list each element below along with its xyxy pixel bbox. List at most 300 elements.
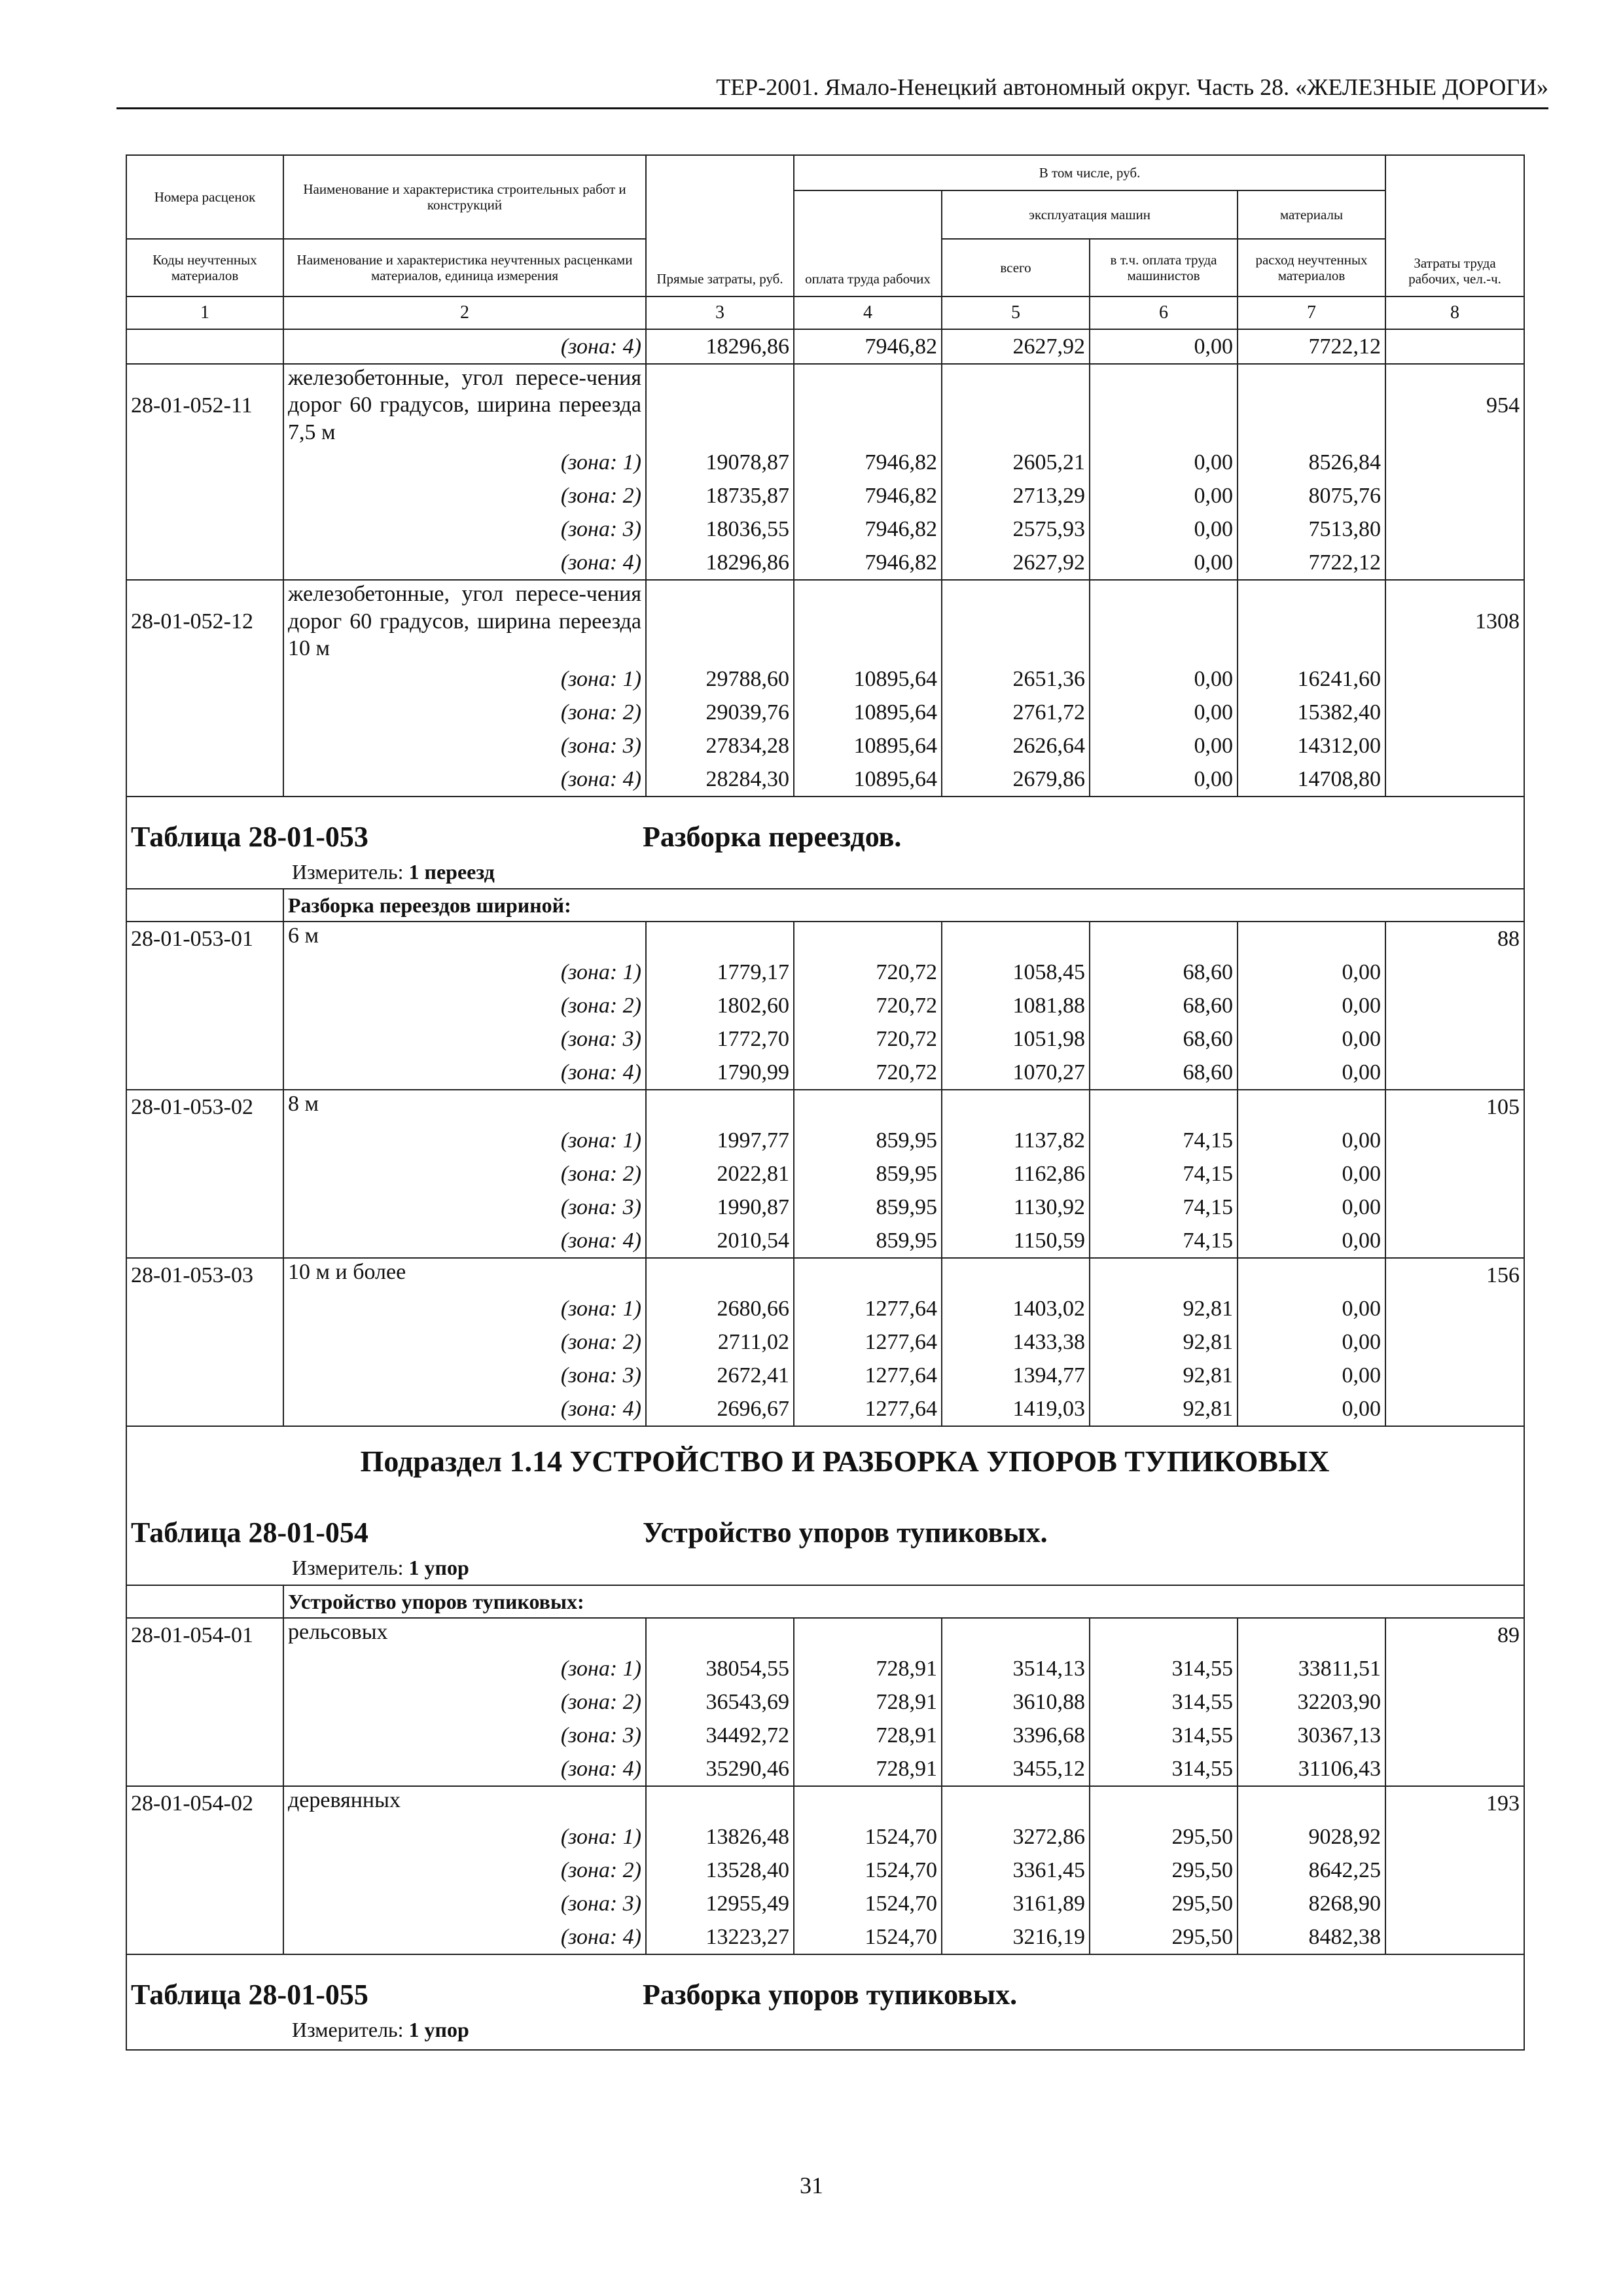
value-cell: 295,50 [1090, 1820, 1238, 1854]
rate-name: 8 м [283, 1090, 646, 1124]
code-cell [126, 546, 283, 580]
value-cell: 32203,90 [1238, 1685, 1385, 1719]
labor-cell [1385, 696, 1524, 729]
zone-label: (зона: 2) [283, 479, 646, 512]
labor-cell [1385, 1652, 1524, 1685]
value-cell: 1051,98 [942, 1022, 1090, 1056]
value-cell: 8642,25 [1238, 1854, 1385, 1887]
value-cell: 38054,55 [646, 1652, 794, 1685]
rate-name: железобетонные, угол пересе-чения дорог 60 градусов, ширина переезда 10 м [283, 580, 646, 662]
zone-row [126, 1920, 1524, 1954]
col-number: 4 [794, 296, 942, 329]
value-cell [942, 1618, 1090, 1652]
table-number: Таблица 28-01-053 [131, 820, 368, 853]
table-row [126, 1786, 1524, 1820]
zone-label: (зона: 1) [283, 1292, 646, 1325]
zone-row [126, 446, 1524, 479]
zone-label: (зона: 4) [283, 1392, 646, 1426]
rate-code: 28-01-053-03 [126, 1258, 283, 1292]
labor-cell [1385, 1022, 1524, 1056]
labor-cell [1385, 1124, 1524, 1157]
labor-cell [1385, 512, 1524, 546]
value-cell: 1070,27 [942, 1056, 1090, 1090]
zone-row [126, 1652, 1524, 1685]
value-cell: 720,72 [794, 989, 942, 1022]
rate-name: рельсовых [283, 1618, 646, 1652]
value-cell [1238, 364, 1385, 446]
value-cell: 0,00 [1090, 729, 1238, 762]
zone-label: (зона: 3) [283, 729, 646, 762]
value-cell [794, 580, 942, 662]
table-row [126, 1258, 1524, 1292]
code-cell [126, 1854, 283, 1887]
measure-label: Измеритель: [292, 1556, 404, 1580]
value-cell: 7722,12 [1238, 329, 1385, 364]
value-cell: 1277,64 [794, 1359, 942, 1392]
value-cell: 295,50 [1090, 1887, 1238, 1920]
code-cell [126, 729, 283, 762]
value-cell: 13223,27 [646, 1920, 794, 1954]
value-cell: 2022,81 [646, 1157, 794, 1191]
table-row [126, 364, 1524, 446]
labor-cell [1385, 1292, 1524, 1325]
value-cell [794, 1786, 942, 1820]
zone-label: (зона: 4) [283, 1224, 646, 1258]
value-cell [646, 922, 794, 956]
code-cell [126, 662, 283, 696]
value-cell: 9028,92 [1238, 1820, 1385, 1854]
labor-cell [1385, 1191, 1524, 1224]
labor-cell [1385, 762, 1524, 797]
value-cell: 1277,64 [794, 1292, 942, 1325]
value-cell: 0,00 [1090, 762, 1238, 797]
value-cell [1238, 580, 1385, 662]
zone-row [126, 1392, 1524, 1426]
value-cell: 2651,36 [942, 662, 1090, 696]
value-cell: 29788,60 [646, 662, 794, 696]
value-cell: 720,72 [794, 1056, 942, 1090]
zone-row [126, 329, 1524, 364]
labor-value: 1308 [1385, 580, 1524, 662]
zone-label: (зона: 1) [283, 1124, 646, 1157]
labor-cell [1385, 546, 1524, 580]
table-heading-cell [126, 1954, 1524, 2050]
zone-label: (зона: 2) [283, 1157, 646, 1191]
table-heading-cell [126, 797, 1524, 889]
value-cell: 2626,64 [942, 729, 1090, 762]
value-cell: 0,00 [1238, 1157, 1385, 1191]
value-cell: 0,00 [1238, 1359, 1385, 1392]
table-title: Разборка переездов. [643, 820, 902, 853]
col5-header: всего [942, 239, 1090, 296]
zone-label: (зона: 3) [283, 1719, 646, 1752]
value-cell [1238, 922, 1385, 956]
zone-label: (зона: 1) [283, 956, 646, 989]
value-cell: 0,00 [1238, 1056, 1385, 1090]
value-cell [794, 1618, 942, 1652]
code-cell [126, 479, 283, 512]
zone-row [126, 1887, 1524, 1920]
code-cell [126, 1652, 283, 1685]
table-number: Таблица 28-01-055 [131, 1979, 368, 2011]
value-cell: 295,50 [1090, 1920, 1238, 1954]
value-cell [942, 1090, 1090, 1124]
value-cell [1238, 1090, 1385, 1124]
value-cell: 0,00 [1238, 1224, 1385, 1258]
value-cell: 728,91 [794, 1652, 942, 1685]
value-cell: 1081,88 [942, 989, 1090, 1022]
zone-row [126, 1854, 1524, 1887]
value-cell: 0,00 [1238, 956, 1385, 989]
zone-label: (зона: 2) [283, 1685, 646, 1719]
value-cell: 7946,82 [794, 329, 942, 364]
zone-row [126, 1685, 1524, 1719]
value-cell: 10895,64 [794, 662, 942, 696]
value-cell: 728,91 [794, 1752, 942, 1786]
col6-header: в т.ч. оплата труда машинистов [1090, 239, 1238, 296]
value-cell [646, 364, 794, 446]
col-number: 7 [1238, 296, 1385, 329]
value-cell: 0,00 [1090, 512, 1238, 546]
value-cell: 12955,49 [646, 1887, 794, 1920]
labor-cell [1385, 329, 1524, 364]
table-heading [126, 1954, 1524, 2050]
rate-name: 6 м [283, 922, 646, 956]
value-cell: 0,00 [1090, 696, 1238, 729]
value-cell [1238, 1258, 1385, 1292]
col2-top-header: Наименование и характеристика строительных работ и конструкций [283, 155, 646, 239]
labor-value: 193 [1385, 1786, 1524, 1820]
col-number: 3 [646, 296, 794, 329]
value-cell: 1394,77 [942, 1359, 1090, 1392]
value-cell: 3272,86 [942, 1820, 1090, 1854]
zone-row [126, 696, 1524, 729]
value-cell: 8268,90 [1238, 1887, 1385, 1920]
value-cell: 8482,38 [1238, 1920, 1385, 1954]
value-cell: 2627,92 [942, 329, 1090, 364]
value-cell [1090, 922, 1238, 956]
value-cell [646, 1618, 794, 1652]
rate-name: железобетонные, угол пересе-чения дорог 60 градусов, ширина переезда 7,5 м [283, 364, 646, 446]
value-cell: 314,55 [1090, 1752, 1238, 1786]
value-cell: 68,60 [1090, 956, 1238, 989]
value-cell: 68,60 [1090, 1056, 1238, 1090]
value-cell [1238, 1786, 1385, 1820]
labor-cell [1385, 1820, 1524, 1854]
labor-value: 156 [1385, 1258, 1524, 1292]
col3-header: Прямые затраты, руб. [646, 155, 794, 296]
code-cell [126, 1157, 283, 1191]
value-cell: 13528,40 [646, 1854, 794, 1887]
rate-code: 28-01-053-02 [126, 1090, 283, 1124]
col1-bottom-header: Коды неучтенных материалов [126, 239, 283, 296]
group-row [126, 889, 1524, 922]
code-cell [126, 1820, 283, 1854]
col1-top-header: Номера расценок [126, 155, 283, 239]
zone-row [126, 1056, 1524, 1090]
rate-code: 28-01-052-12 [126, 580, 283, 662]
value-cell: 92,81 [1090, 1392, 1238, 1426]
labor-cell [1385, 1056, 1524, 1090]
value-cell [942, 580, 1090, 662]
incl-header: В том числе, руб. [794, 155, 1385, 190]
col-number: 5 [942, 296, 1090, 329]
value-cell [1090, 1786, 1238, 1820]
value-cell: 0,00 [1238, 1392, 1385, 1426]
value-cell: 0,00 [1238, 1325, 1385, 1359]
subsection-heading [126, 1426, 1524, 1585]
zone-row [126, 546, 1524, 580]
value-cell: 2761,72 [942, 696, 1090, 729]
value-cell: 1772,70 [646, 1022, 794, 1056]
labor-cell [1385, 1685, 1524, 1719]
measure-label: Измеритель: [292, 859, 404, 884]
zone-label: (зона: 3) [283, 1887, 646, 1920]
zone-label: (зона: 4) [283, 1056, 646, 1090]
labor-cell [1385, 1157, 1524, 1191]
zone-row [126, 479, 1524, 512]
labor-value: 88 [1385, 922, 1524, 956]
value-cell: 1524,70 [794, 1820, 942, 1854]
value-cell: 3216,19 [942, 1920, 1090, 1954]
zone-row [126, 762, 1524, 797]
value-cell: 92,81 [1090, 1359, 1238, 1392]
value-cell: 74,15 [1090, 1224, 1238, 1258]
table-row [126, 922, 1524, 956]
value-cell: 1162,86 [942, 1157, 1090, 1191]
labor-cell [1385, 989, 1524, 1022]
value-cell: 14312,00 [1238, 729, 1385, 762]
zone-label: (зона: 4) [283, 762, 646, 797]
code-cell [126, 512, 283, 546]
value-cell: 0,00 [1238, 1191, 1385, 1224]
code-cell [126, 329, 283, 364]
zone-row [126, 1224, 1524, 1258]
value-cell: 18296,86 [646, 329, 794, 364]
labor-cell [1385, 1325, 1524, 1359]
table-title: Устройство упоров тупиковых. [643, 1516, 1048, 1549]
code-cell [126, 1325, 283, 1359]
value-cell: 2680,66 [646, 1292, 794, 1325]
measure-value: 1 упор [408, 1556, 469, 1580]
value-cell: 859,95 [794, 1224, 942, 1258]
value-cell: 2672,41 [646, 1359, 794, 1392]
value-cell: 7946,82 [794, 512, 942, 546]
code-cell [126, 1719, 283, 1752]
value-cell: 16241,60 [1238, 662, 1385, 696]
code-cell [126, 1752, 283, 1786]
value-cell [1090, 1258, 1238, 1292]
value-cell: 3161,89 [942, 1887, 1090, 1920]
zone-row [126, 1359, 1524, 1392]
zone-label: (зона: 4) [283, 546, 646, 580]
value-cell: 74,15 [1090, 1124, 1238, 1157]
zone-row [126, 1157, 1524, 1191]
labor-cell [1385, 662, 1524, 696]
col2-bottom-header: Наименование и характеристика неучтенных расценками материалов, единица измерения [283, 239, 646, 296]
value-cell: 720,72 [794, 1022, 942, 1056]
rate-code: 28-01-054-01 [126, 1618, 283, 1652]
value-cell: 1130,92 [942, 1191, 1090, 1224]
group-blank [126, 889, 283, 922]
value-cell: 0,00 [1238, 1292, 1385, 1325]
col-number: 8 [1385, 296, 1524, 329]
value-cell: 2627,92 [942, 546, 1090, 580]
labor-cell [1385, 479, 1524, 512]
value-cell: 1433,38 [942, 1325, 1090, 1359]
col-number: 2 [283, 296, 646, 329]
zone-label: (зона: 2) [283, 1854, 646, 1887]
code-cell [126, 1224, 283, 1258]
code-cell [126, 1022, 283, 1056]
value-cell: 1403,02 [942, 1292, 1090, 1325]
zone-row [126, 1191, 1524, 1224]
code-cell [126, 989, 283, 1022]
value-cell [646, 580, 794, 662]
value-cell [942, 1786, 1090, 1820]
labor-cell [1385, 1887, 1524, 1920]
code-cell [126, 1191, 283, 1224]
value-cell: 92,81 [1090, 1292, 1238, 1325]
labor-cell [1385, 1920, 1524, 1954]
value-cell: 68,60 [1090, 1022, 1238, 1056]
zone-label: (зона: 4) [283, 1920, 646, 1954]
rate-code: 28-01-052-11 [126, 364, 283, 446]
subsection-heading-cell [126, 1426, 1524, 1585]
value-cell: 0,00 [1090, 546, 1238, 580]
value-cell: 3514,13 [942, 1652, 1090, 1685]
labor-cell [1385, 446, 1524, 479]
value-cell: 18296,86 [646, 546, 794, 580]
group-heading: Устройство упоров тупиковых: [283, 1585, 1524, 1618]
value-cell [942, 1258, 1090, 1292]
code-cell [126, 1887, 283, 1920]
zone-row [126, 1719, 1524, 1752]
value-cell: 30367,13 [1238, 1719, 1385, 1752]
value-cell [942, 364, 1090, 446]
labor-value: 89 [1385, 1618, 1524, 1652]
value-cell: 0,00 [1238, 1022, 1385, 1056]
group-blank [126, 1585, 283, 1618]
table-row [126, 1090, 1524, 1124]
value-cell: 2679,86 [942, 762, 1090, 797]
value-cell: 2575,93 [942, 512, 1090, 546]
labor-cell [1385, 1719, 1524, 1752]
table-row [126, 1618, 1524, 1652]
value-cell: 68,60 [1090, 989, 1238, 1022]
table-title: Разборка упоров тупиковых. [643, 1979, 1018, 2011]
value-cell: 31106,43 [1238, 1752, 1385, 1786]
code-cell [126, 1392, 283, 1426]
group-heading: Разборка переездов шириной: [283, 889, 1524, 922]
value-cell: 1790,99 [646, 1056, 794, 1090]
value-cell: 34492,72 [646, 1719, 794, 1752]
value-cell: 8526,84 [1238, 446, 1385, 479]
value-cell: 314,55 [1090, 1685, 1238, 1719]
value-cell: 18735,87 [646, 479, 794, 512]
labor-cell [1385, 1359, 1524, 1392]
code-cell [126, 1685, 283, 1719]
table-heading [126, 797, 1524, 889]
value-cell: 2713,29 [942, 479, 1090, 512]
value-cell: 1058,45 [942, 956, 1090, 989]
value-cell: 33811,51 [1238, 1652, 1385, 1685]
zone-row [126, 956, 1524, 989]
zone-label: (зона: 2) [283, 989, 646, 1022]
labor-cell [1385, 1752, 1524, 1786]
zone-row [126, 1292, 1524, 1325]
code-cell [126, 1124, 283, 1157]
col7-header: расход неучтенных материалов [1238, 239, 1385, 296]
page-number: 31 [800, 2172, 823, 2198]
value-cell: 14708,80 [1238, 762, 1385, 797]
value-cell: 3610,88 [942, 1685, 1090, 1719]
labor-value: 105 [1385, 1090, 1524, 1124]
rate-code: 28-01-053-01 [126, 922, 283, 956]
value-cell: 0,00 [1238, 1124, 1385, 1157]
value-cell: 3361,45 [942, 1854, 1090, 1887]
table-row [126, 580, 1524, 662]
value-cell: 1524,70 [794, 1854, 942, 1887]
value-cell [794, 1090, 942, 1124]
value-cell: 859,95 [794, 1157, 942, 1191]
value-cell: 720,72 [794, 956, 942, 989]
zone-label: (зона: 3) [283, 1022, 646, 1056]
value-cell: 15382,40 [1238, 696, 1385, 729]
value-cell: 1779,17 [646, 956, 794, 989]
value-cell: 728,91 [794, 1685, 942, 1719]
value-cell: 2010,54 [646, 1224, 794, 1258]
value-cell: 295,50 [1090, 1854, 1238, 1887]
zone-row [126, 1124, 1524, 1157]
zone-label: (зона: 1) [283, 1652, 646, 1685]
value-cell: 1277,64 [794, 1325, 942, 1359]
value-cell: 8075,76 [1238, 479, 1385, 512]
measure-value: 1 переезд [408, 859, 495, 884]
zone-label: (зона: 2) [283, 1325, 646, 1359]
zone-label: (зона: 2) [283, 696, 646, 729]
zone-label: (зона: 3) [283, 1359, 646, 1392]
value-cell: 7946,82 [794, 446, 942, 479]
value-cell: 0,00 [1090, 329, 1238, 364]
zone-label: (зона: 1) [283, 1820, 646, 1854]
zone-label: (зона: 3) [283, 1191, 646, 1224]
code-cell [126, 1056, 283, 1090]
value-cell: 10895,64 [794, 696, 942, 729]
code-cell [126, 1359, 283, 1392]
zone-label: (зона: 4) [283, 1752, 646, 1786]
measure-label: Измеритель: [292, 2018, 404, 2041]
value-cell: 0,00 [1090, 662, 1238, 696]
zone-label: (зона: 1) [283, 662, 646, 696]
zone-row [126, 989, 1524, 1022]
code-cell [126, 446, 283, 479]
value-cell: 19078,87 [646, 446, 794, 479]
labor-cell [1385, 956, 1524, 989]
zone-label: (зона: 1) [283, 446, 646, 479]
value-cell [942, 922, 1090, 956]
value-cell: 10895,64 [794, 762, 942, 797]
value-cell: 0,00 [1090, 479, 1238, 512]
value-cell: 1137,82 [942, 1124, 1090, 1157]
value-cell: 10895,64 [794, 729, 942, 762]
measure-value: 1 упор [408, 2018, 469, 2041]
price-table [126, 154, 1525, 2051]
value-cell: 7946,82 [794, 479, 942, 512]
value-cell: 1150,59 [942, 1224, 1090, 1258]
value-cell: 314,55 [1090, 1652, 1238, 1685]
rate-code: 28-01-054-02 [126, 1786, 283, 1820]
